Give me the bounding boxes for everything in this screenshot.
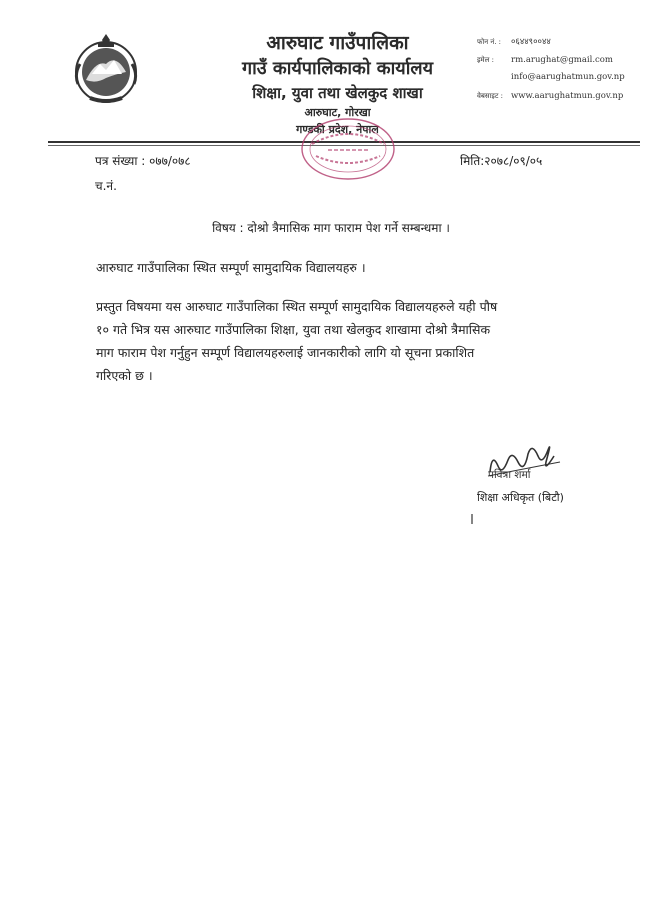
signatory-title: शिक्षा अधिकृत (बिटौ) [477,491,564,504]
website-value: www.aarughatmun.gov.np [511,91,624,101]
signatory-name: पवित्रा शर्मा [488,469,531,481]
letter-body-line-2: १० गते भित्र यस आरुघाट गाउँपालिका शिक्षा, युवा तथा खेलकुद शाखामा दोश्रो त्रैमासिक [96,322,491,337]
office-address-line1: आरुघाट, गोरखा [304,106,371,119]
office-name-line3: शिक्षा, युवा तथा खेलकुद शाखा [252,84,423,102]
email-row-2 [511,72,625,82]
letter-addressee: आरुघाट गाउँपालिका स्थित सम्पूर्ण सामुदायिक विद्यालयहरु । [96,260,366,275]
email-label: इमेल : [477,56,494,64]
office-name-line1: आरुघाट गाउँपालिका [266,32,409,54]
email-row [477,55,613,65]
phone-label: फोन नं. : [477,38,502,46]
letter-body-line-1: प्रस्तुत विषयमा यस आरुघाट गाउँपालिका स्थित सम्पूर्ण सामुदायिक विद्यालयहरुले यही पौष [96,299,498,314]
email-value-2: info@aarughatmun.gov.np [511,72,625,82]
letter-body-line-3: माग फाराम पेश गर्नुहुन सम्पूर्ण विद्यालयहरुलाई जानकारीको लागि यो सूचना प्रकाशित [96,345,475,360]
office-address-line2: गण्डकी प्रदेश, नेपाल [296,123,379,136]
phone-value: ०६४४९००४४ [511,37,551,47]
phone-row [477,36,551,47]
website-row [477,91,623,101]
letter-date: मिति:२०७८/०९/०५ [460,154,543,168]
office-stamp [298,114,398,184]
website-label: वेबसाइट : [477,92,503,100]
dispatch-number: च.नं. [95,179,117,193]
letter-subject: विषय : दोश्रो त्रैमासिक माग फाराम पेश गर्ने सम्बन्धमा । [212,221,450,235]
nepal-emblem-icon [70,34,142,106]
letter-body-line-4: गरिएको छ । [96,368,153,383]
reference-number: पत्र संख्या : ०७७/०७८ [95,154,191,168]
office-name-line2: गाउँ कार्यपालिकाको कार्यालय [241,58,434,79]
email-value-1: rm.arughat@gmail.com [511,55,613,65]
